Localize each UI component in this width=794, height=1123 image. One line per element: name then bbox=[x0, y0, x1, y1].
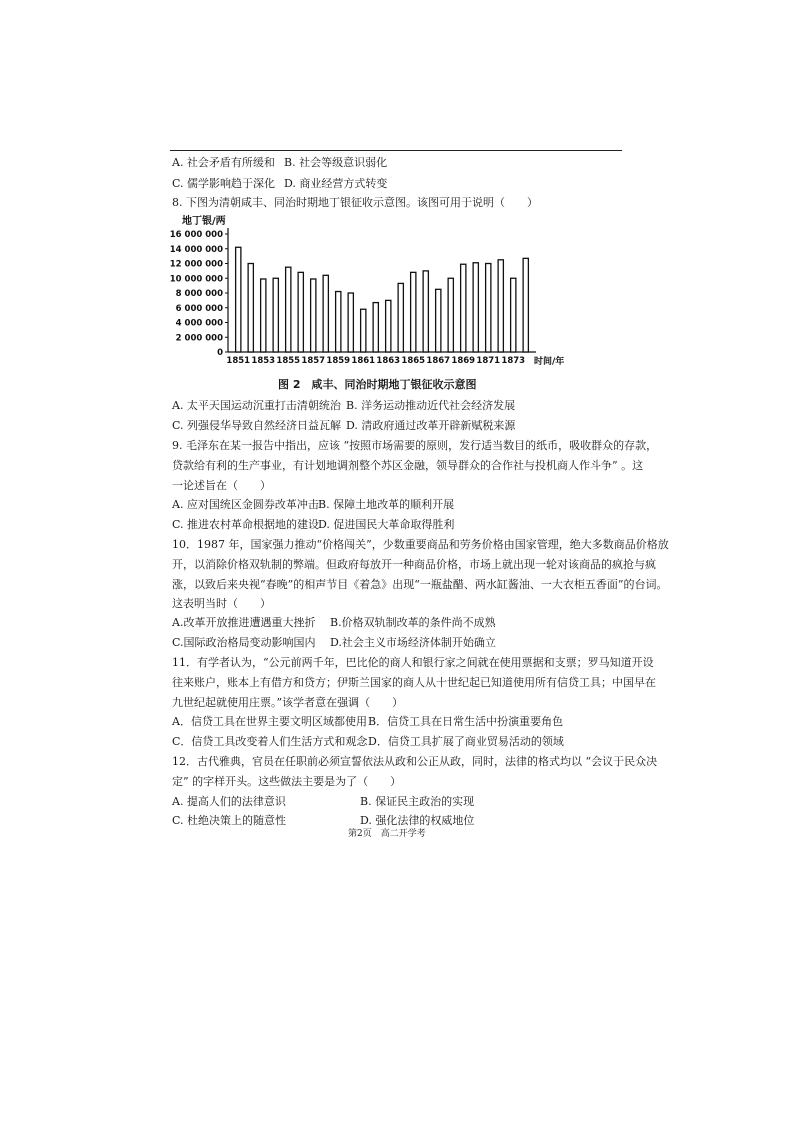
bar-1871 bbox=[486, 264, 491, 353]
x-tick-label: 1863 bbox=[376, 356, 401, 366]
q7-option-b: B. 社会等级意识弱化 bbox=[284, 156, 388, 169]
q11-option-b: B．信贷工具在日常生活中扮演重要角色 bbox=[368, 715, 564, 728]
q10-stem-line2: 开，以消除价格双轨制的弊端。但政府每放开一种商品价格，市场上就出现一轮对该商品的疯抢与疯 bbox=[172, 558, 656, 571]
q7-option-c: C. 儒学影响趋于深化 bbox=[172, 177, 276, 190]
bar-1869 bbox=[461, 264, 466, 352]
q8-option-b: B. 洋务运动推动近代社会经济发展 bbox=[346, 399, 516, 412]
bar-1867 bbox=[436, 289, 441, 352]
bar-1868 bbox=[448, 278, 453, 352]
chart-y-axis bbox=[170, 228, 228, 358]
figure-caption: 图 2 咸丰、同治时期地丁银征收示意图 bbox=[278, 378, 477, 391]
x-tick-label: 1861 bbox=[351, 356, 376, 366]
q9-stem-line1: 9. 毛泽东在某一报告中指出，应该 “按照市场需要的原则，发行适当数目的纸币，吸收群众的存款， bbox=[172, 439, 658, 452]
bar-1859 bbox=[336, 292, 341, 352]
bar-1851 bbox=[236, 247, 241, 352]
q12-option-a: A. 提高人们的法律意识 bbox=[172, 795, 286, 808]
page-footer: 第2页 高二开学考 bbox=[348, 829, 426, 839]
bar-1863 bbox=[386, 300, 391, 352]
y-tick-label: 0 bbox=[217, 348, 223, 358]
y-tick-label: 10 000 000 bbox=[169, 274, 223, 285]
q12-option-d: D. 强化法律的权威地位 bbox=[360, 814, 475, 827]
header-rule bbox=[170, 150, 622, 151]
bar-1854 bbox=[273, 278, 278, 352]
q10-option-a: A.改革开放推进遭遇重大挫折 bbox=[172, 616, 316, 629]
q10-stem-line4: 这表明当时（ ） bbox=[172, 597, 271, 610]
q11-stem-line2: 往来账户，账本上有借方和贷方；伊斯兰国家的商人从十世纪起已知道使用所有信贷工具；中国早在 bbox=[172, 676, 656, 689]
q8-stem: 8. 下图为清朝咸丰、同治时期地丁银征收示意图。该图可用于说明（ ） bbox=[172, 196, 538, 209]
q10-stem-line3: 涨，以致后来央视“春晚”的相声节目《着急》出现“一瓶盐醋、两水缸酱油、一大衣柜五香面”的台词。 bbox=[172, 578, 668, 591]
q9-option-b: B. 保障土地改革的顺利开展 bbox=[318, 498, 455, 511]
q12-option-b: B. 保证民主政治的实现 bbox=[360, 795, 475, 808]
bar-1861 bbox=[361, 309, 366, 352]
x-tick-label: 1851 bbox=[226, 356, 251, 366]
q8-option-d: D. 清政府通过改革开辟新赋税来源 bbox=[346, 419, 516, 432]
bar-1872 bbox=[498, 260, 503, 352]
q10-option-c: C.国际政治格局变动影响国内 bbox=[172, 636, 316, 649]
q11-stem-line3: 九世纪起就使用庄票。”该学者意在强调（ ） bbox=[172, 696, 404, 709]
q9-stem-line3: 一论述旨在（ ） bbox=[172, 479, 271, 492]
bar-1870 bbox=[473, 263, 478, 352]
q7-option-d: D. 商业经营方式转变 bbox=[284, 177, 388, 190]
chart-x-axis bbox=[226, 352, 536, 366]
bar-1855 bbox=[286, 267, 291, 352]
q11-option-c: C．信贷工具改变着人们生活方式和观念 bbox=[172, 735, 368, 748]
bar-1856 bbox=[298, 272, 303, 352]
x-tick-label: 1857 bbox=[301, 356, 326, 366]
bar-1865 bbox=[411, 272, 416, 352]
q11-option-d: D．信贷工具扩展了商业贸易活动的领域 bbox=[368, 735, 564, 748]
q9-stem-line2: 贷款给有利的生产事业，有计划地调剂整个苏区金融，领导群众的合作社与投机商人作斗争” 。这 bbox=[172, 459, 644, 472]
bar-1852 bbox=[248, 264, 253, 353]
q12-option-c: C. 杜绝决策上的随意性 bbox=[172, 814, 287, 827]
bar-1860 bbox=[348, 293, 353, 352]
bar-1874 bbox=[523, 258, 528, 352]
y-tick-label: 6 000 000 bbox=[175, 303, 223, 314]
y-tick-label: 2 000 000 bbox=[175, 333, 223, 344]
q10-stem-line1: 10．1987 年，国家强力推动“价格闯关”，少数重要商品和劳务价格由国家管理，绝大多数商品价格放 bbox=[172, 538, 669, 551]
y-tick-label: 16 000 000 bbox=[169, 230, 223, 240]
q11-option-a: A．信贷工具在世界主要文明区域都使用 bbox=[172, 715, 367, 728]
q11-stem-line1: 11．有学者认为，“公元前两千年，巴比伦的商人和银行家之间就在使用票据和支票；罗马知道开设 bbox=[172, 656, 654, 669]
chart-xlabel: 时间/年 bbox=[534, 357, 565, 367]
bar-1853 bbox=[261, 279, 266, 352]
x-tick-label: 1865 bbox=[401, 356, 426, 366]
land-tax-bar-chart bbox=[169, 212, 565, 372]
y-tick-label: 12 000 000 bbox=[169, 259, 223, 270]
bar-1858 bbox=[323, 275, 328, 352]
x-tick-label: 1859 bbox=[326, 356, 351, 366]
q10-option-b: B.价格双轨制改革的条件尚不成熟 bbox=[330, 616, 496, 629]
bar-1866 bbox=[423, 271, 428, 352]
bar-1857 bbox=[311, 279, 316, 352]
q8-option-a: A. 太平天国运动沉重打击清朝统治 bbox=[172, 399, 341, 412]
q12-stem-line1: 12．古代雅典，官员在任职前必须宣誓依法从政和公正从政，同时，法律的格式均以 “会议于民众决 bbox=[172, 755, 658, 768]
y-tick-label: 4 000 000 bbox=[175, 318, 223, 329]
y-tick-label: 14 000 000 bbox=[169, 244, 223, 255]
x-tick-label: 1869 bbox=[451, 356, 476, 366]
x-tick-label: 1873 bbox=[501, 356, 526, 366]
q12-stem-line2: 定” 的字样开头。这些做法主要是为了（ ） bbox=[172, 775, 402, 788]
x-tick-label: 1853 bbox=[251, 356, 276, 366]
bar-1873 bbox=[511, 278, 516, 352]
q7-option-a: A. 社会矛盾有所缓和 bbox=[172, 156, 275, 169]
q9-option-a: A. 应对国统区金圆券改革冲击 bbox=[172, 498, 319, 511]
bar-1864 bbox=[398, 283, 403, 352]
bar-1862 bbox=[373, 303, 378, 352]
q9-option-d: D. 促进国民大革命取得胜利 bbox=[318, 518, 455, 531]
x-tick-label: 1867 bbox=[426, 356, 451, 366]
q8-option-c: C. 列强侵华导致自然经济日益瓦解 bbox=[172, 419, 342, 432]
chart-bars bbox=[236, 247, 529, 352]
x-tick-label: 1871 bbox=[476, 356, 501, 366]
q9-option-c: C. 推进农村革命根据地的建设 bbox=[172, 518, 320, 531]
y-tick-label: 8 000 000 bbox=[175, 289, 223, 299]
q10-option-d: D.社会主义市场经济体制开始确立 bbox=[330, 636, 496, 649]
chart-ylabel: 地丁银/两 bbox=[182, 216, 226, 227]
x-tick-label: 1855 bbox=[276, 356, 301, 366]
